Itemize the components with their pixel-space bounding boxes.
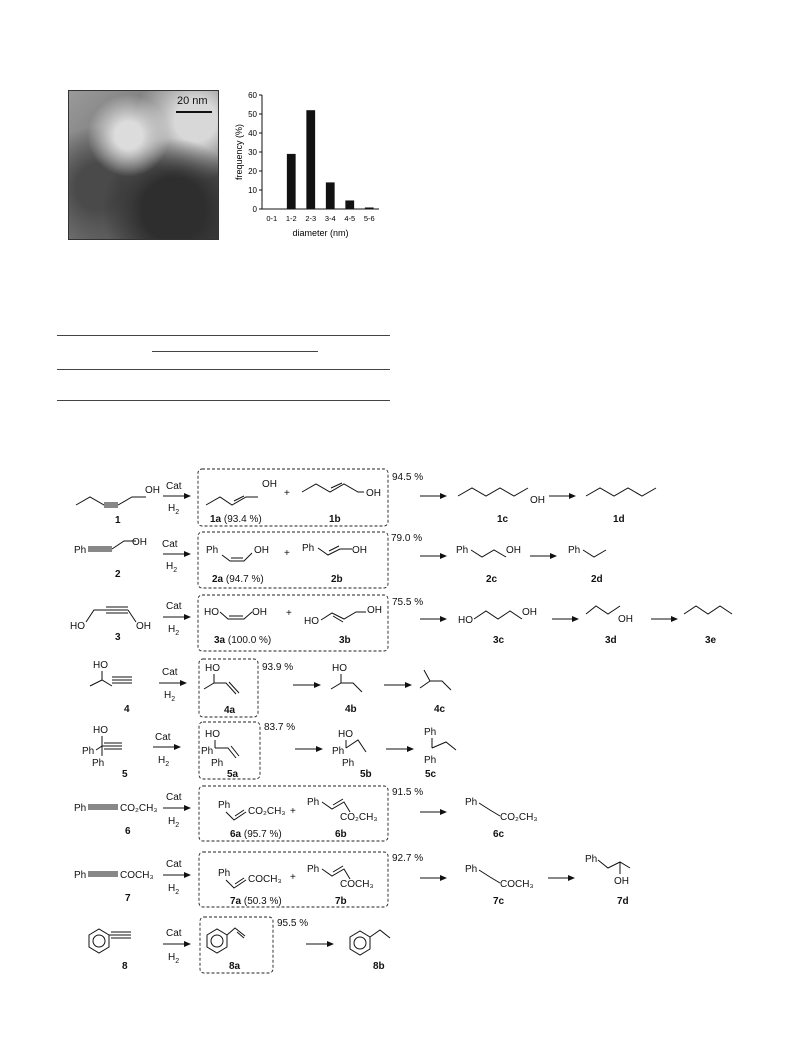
svg-text:Ph: Ph	[465, 864, 478, 875]
label-4c: 4c	[434, 704, 446, 715]
reaction-row-2	[74, 532, 606, 588]
reaction-row-3	[70, 595, 732, 651]
y-axis-label: frequency (%)	[234, 123, 244, 181]
svg-text:Cat: Cat	[166, 859, 182, 870]
label-8b: 8b	[373, 961, 385, 972]
cis-hexenol	[206, 497, 258, 505]
label-6a: 6a (95.7 %)	[230, 829, 282, 840]
reaction-row-7	[74, 852, 630, 907]
svg-text:H2: $H_2$	[168, 952, 180, 965]
svg-text:Cat: Cat	[166, 792, 182, 803]
reaction-row-4	[90, 659, 451, 717]
svg-text:Ph: Ph	[218, 868, 231, 879]
y-tick-label: 10	[248, 186, 257, 195]
svg-text:Ph: Ph	[332, 746, 345, 757]
svg-text:Cat: Cat	[162, 667, 178, 678]
label-1c: 1c	[497, 514, 509, 525]
svg-text:+: +	[284, 488, 290, 499]
svg-text:CO₂CH₃: CO₂CH₃	[500, 812, 538, 823]
compound-label-6: 6	[125, 826, 131, 837]
h2-label: $H_2$	[168, 503, 180, 516]
hexynol-chain	[76, 497, 146, 505]
label-7a: 7a (50.3 %)	[230, 896, 282, 907]
svg-text:Ph: Ph	[74, 803, 87, 814]
svg-text:Ph: Ph	[74, 545, 87, 556]
svg-text:H2: $H_2$	[166, 561, 178, 574]
label-5c: 5c	[425, 769, 437, 780]
label-2c: 2c	[486, 574, 498, 585]
svg-text:Ph: Ph	[211, 758, 224, 769]
svg-text:OH: OH	[352, 545, 367, 556]
svg-text:OH: OH	[366, 488, 381, 499]
label-3c: 3c	[493, 635, 505, 646]
svg-text:CO₂CH₃: CO₂CH₃	[248, 806, 286, 817]
reaction-row-8	[89, 917, 390, 973]
label-7b: 7b	[335, 896, 347, 907]
label-2d: 2d	[591, 574, 603, 585]
svg-text:COCH₃: COCH₃	[248, 874, 282, 885]
x-axis-label: diameter (nm)	[292, 228, 349, 238]
conversion-8: 95.5 %	[277, 918, 309, 929]
compound-label-8: 8	[122, 961, 128, 972]
y-tick-label: 20	[248, 167, 257, 176]
svg-text:H2: $H_2$	[158, 755, 170, 768]
svg-text:OH: OH	[614, 876, 629, 887]
conversion-2: 79.0 %	[391, 533, 423, 544]
svg-text:Ph: Ph	[74, 870, 87, 881]
conversion-7: 92.7 %	[392, 853, 424, 864]
svg-text:Ph: Ph	[82, 746, 95, 757]
compound-label-1: 1	[115, 515, 121, 526]
svg-text:OH: OH	[132, 537, 147, 548]
svg-text:HO: HO	[304, 616, 319, 627]
svg-text:H2: $H_2$	[164, 690, 176, 703]
svg-text:Ph: Ph	[201, 746, 214, 757]
x-tick-label: 4-5	[344, 214, 356, 223]
label-4a: 4a	[224, 705, 236, 716]
svg-text:Ph: Ph	[342, 758, 355, 769]
y-tick-label: 50	[248, 110, 257, 119]
svg-text:HO: HO	[204, 607, 219, 618]
svg-text:OH: OH	[530, 495, 545, 506]
svg-text:H2: $H_2$	[168, 883, 180, 896]
svg-text:+: +	[284, 548, 290, 559]
x-tick-label: 5-6	[363, 214, 375, 223]
svg-text:Cat: Cat	[166, 928, 182, 939]
reaction-row-5	[82, 722, 456, 780]
x-tick-label: 2-3	[305, 214, 317, 223]
svg-text:HO: HO	[93, 660, 108, 671]
compound-label-5: 5	[122, 769, 128, 780]
y-tick-label: 0	[252, 205, 257, 214]
conversion-4: 93.9 %	[262, 662, 294, 673]
svg-text:Cat: Cat	[155, 732, 171, 743]
label-8a: 8a	[229, 961, 241, 972]
svg-text:OH: OH	[262, 479, 277, 490]
x-tick-label: 1-2	[285, 214, 297, 223]
label-5b: 5b	[360, 769, 372, 780]
label-5a: 5a	[227, 769, 239, 780]
label-6b: 6b	[335, 829, 347, 840]
x-tick-label: 0-1	[266, 214, 278, 223]
svg-text:HO: HO	[332, 663, 347, 674]
svg-text:HO: HO	[70, 621, 85, 632]
svg-text:+: +	[290, 872, 296, 883]
svg-text:HO: HO	[338, 729, 353, 740]
svg-text:Cat: Cat	[162, 539, 178, 550]
label-7d: 7d	[617, 896, 629, 907]
label-1b: 1b	[329, 514, 341, 525]
svg-text:OH: OH	[252, 607, 267, 618]
svg-text:OH: OH	[618, 614, 633, 625]
svg-text:Ph: Ph	[568, 545, 581, 556]
conversion-5: 83.7 %	[264, 722, 296, 733]
label-4b: 4b	[345, 704, 357, 715]
benzene-ring	[89, 929, 109, 953]
svg-text:OH: OH	[506, 545, 521, 556]
svg-text:Ph: Ph	[92, 758, 105, 769]
svg-text:CO₂CH₃: CO₂CH₃	[120, 803, 158, 814]
svg-text:H2: $H_2$	[168, 624, 180, 637]
svg-text:HO: HO	[458, 615, 473, 626]
svg-text:H2: $H_2$	[168, 816, 180, 829]
label-3b: 3b	[339, 635, 351, 646]
compound-label-4: 4	[124, 704, 130, 715]
svg-text:OH: OH	[136, 621, 151, 632]
svg-text:COCH₃: COCH₃	[500, 879, 534, 890]
compound-label-2: 2	[115, 569, 121, 580]
oh-label: OH	[145, 485, 160, 496]
svg-text:OH: OH	[522, 607, 537, 618]
conversion-1: 94.5 %	[392, 472, 424, 483]
label-3e: 3e	[705, 635, 717, 646]
svg-text:Ph: Ph	[424, 755, 437, 766]
reaction-row-1	[76, 469, 656, 526]
label-1d: 1d	[613, 514, 625, 525]
label-1a: 1a (93.4 %)	[210, 514, 262, 525]
label-3a: 3a (100.0 %)	[214, 635, 272, 646]
trans-hexenol	[302, 484, 364, 492]
conversion-6: 91.5 %	[392, 787, 424, 798]
svg-text:COCH₃: COCH₃	[120, 870, 154, 881]
svg-text:Ph: Ph	[465, 797, 478, 808]
svg-text:Ph: Ph	[456, 545, 469, 556]
y-tick-label: 60	[248, 91, 257, 100]
svg-text:Ph: Ph	[307, 864, 320, 875]
svg-text:HO: HO	[93, 725, 108, 736]
svg-text:Ph: Ph	[218, 800, 231, 811]
hexane	[586, 488, 656, 496]
compound-label-3: 3	[115, 632, 121, 643]
svg-text:OH: OH	[367, 605, 382, 616]
label-3d: 3d	[605, 635, 617, 646]
svg-text:Ph: Ph	[585, 854, 598, 865]
svg-text:OH: OH	[254, 545, 269, 556]
reaction-row-6	[74, 786, 537, 841]
label-6c: 6c	[493, 829, 505, 840]
svg-text:+: +	[290, 806, 296, 817]
svg-text:COCH₃: COCH₃	[340, 879, 374, 890]
svg-text:Ph: Ph	[302, 543, 315, 554]
x-tick-label: 3-4	[324, 214, 336, 223]
cat-label: Cat	[166, 481, 182, 492]
svg-text:HO: HO	[205, 663, 220, 674]
svg-text:Ph: Ph	[206, 545, 219, 556]
scale-bar-label: 20 nm	[177, 95, 208, 107]
label-2b: 2b	[331, 574, 343, 585]
hexanol	[458, 488, 528, 496]
conversion-3: 75.5 %	[392, 597, 424, 608]
y-tick-label: 30	[248, 148, 257, 157]
svg-text:Ph: Ph	[424, 727, 437, 738]
label-7c: 7c	[493, 896, 505, 907]
svg-text:HO: HO	[205, 729, 220, 740]
svg-text:Ph: Ph	[307, 797, 320, 808]
svg-text:Cat: Cat	[166, 601, 182, 612]
compound-label-7: 7	[125, 893, 131, 904]
label-2a: 2a (94.7 %)	[212, 574, 264, 585]
svg-text:+: +	[286, 608, 292, 619]
svg-text:CO₂CH₃: CO₂CH₃	[340, 812, 378, 823]
y-tick-label: 40	[248, 129, 257, 138]
